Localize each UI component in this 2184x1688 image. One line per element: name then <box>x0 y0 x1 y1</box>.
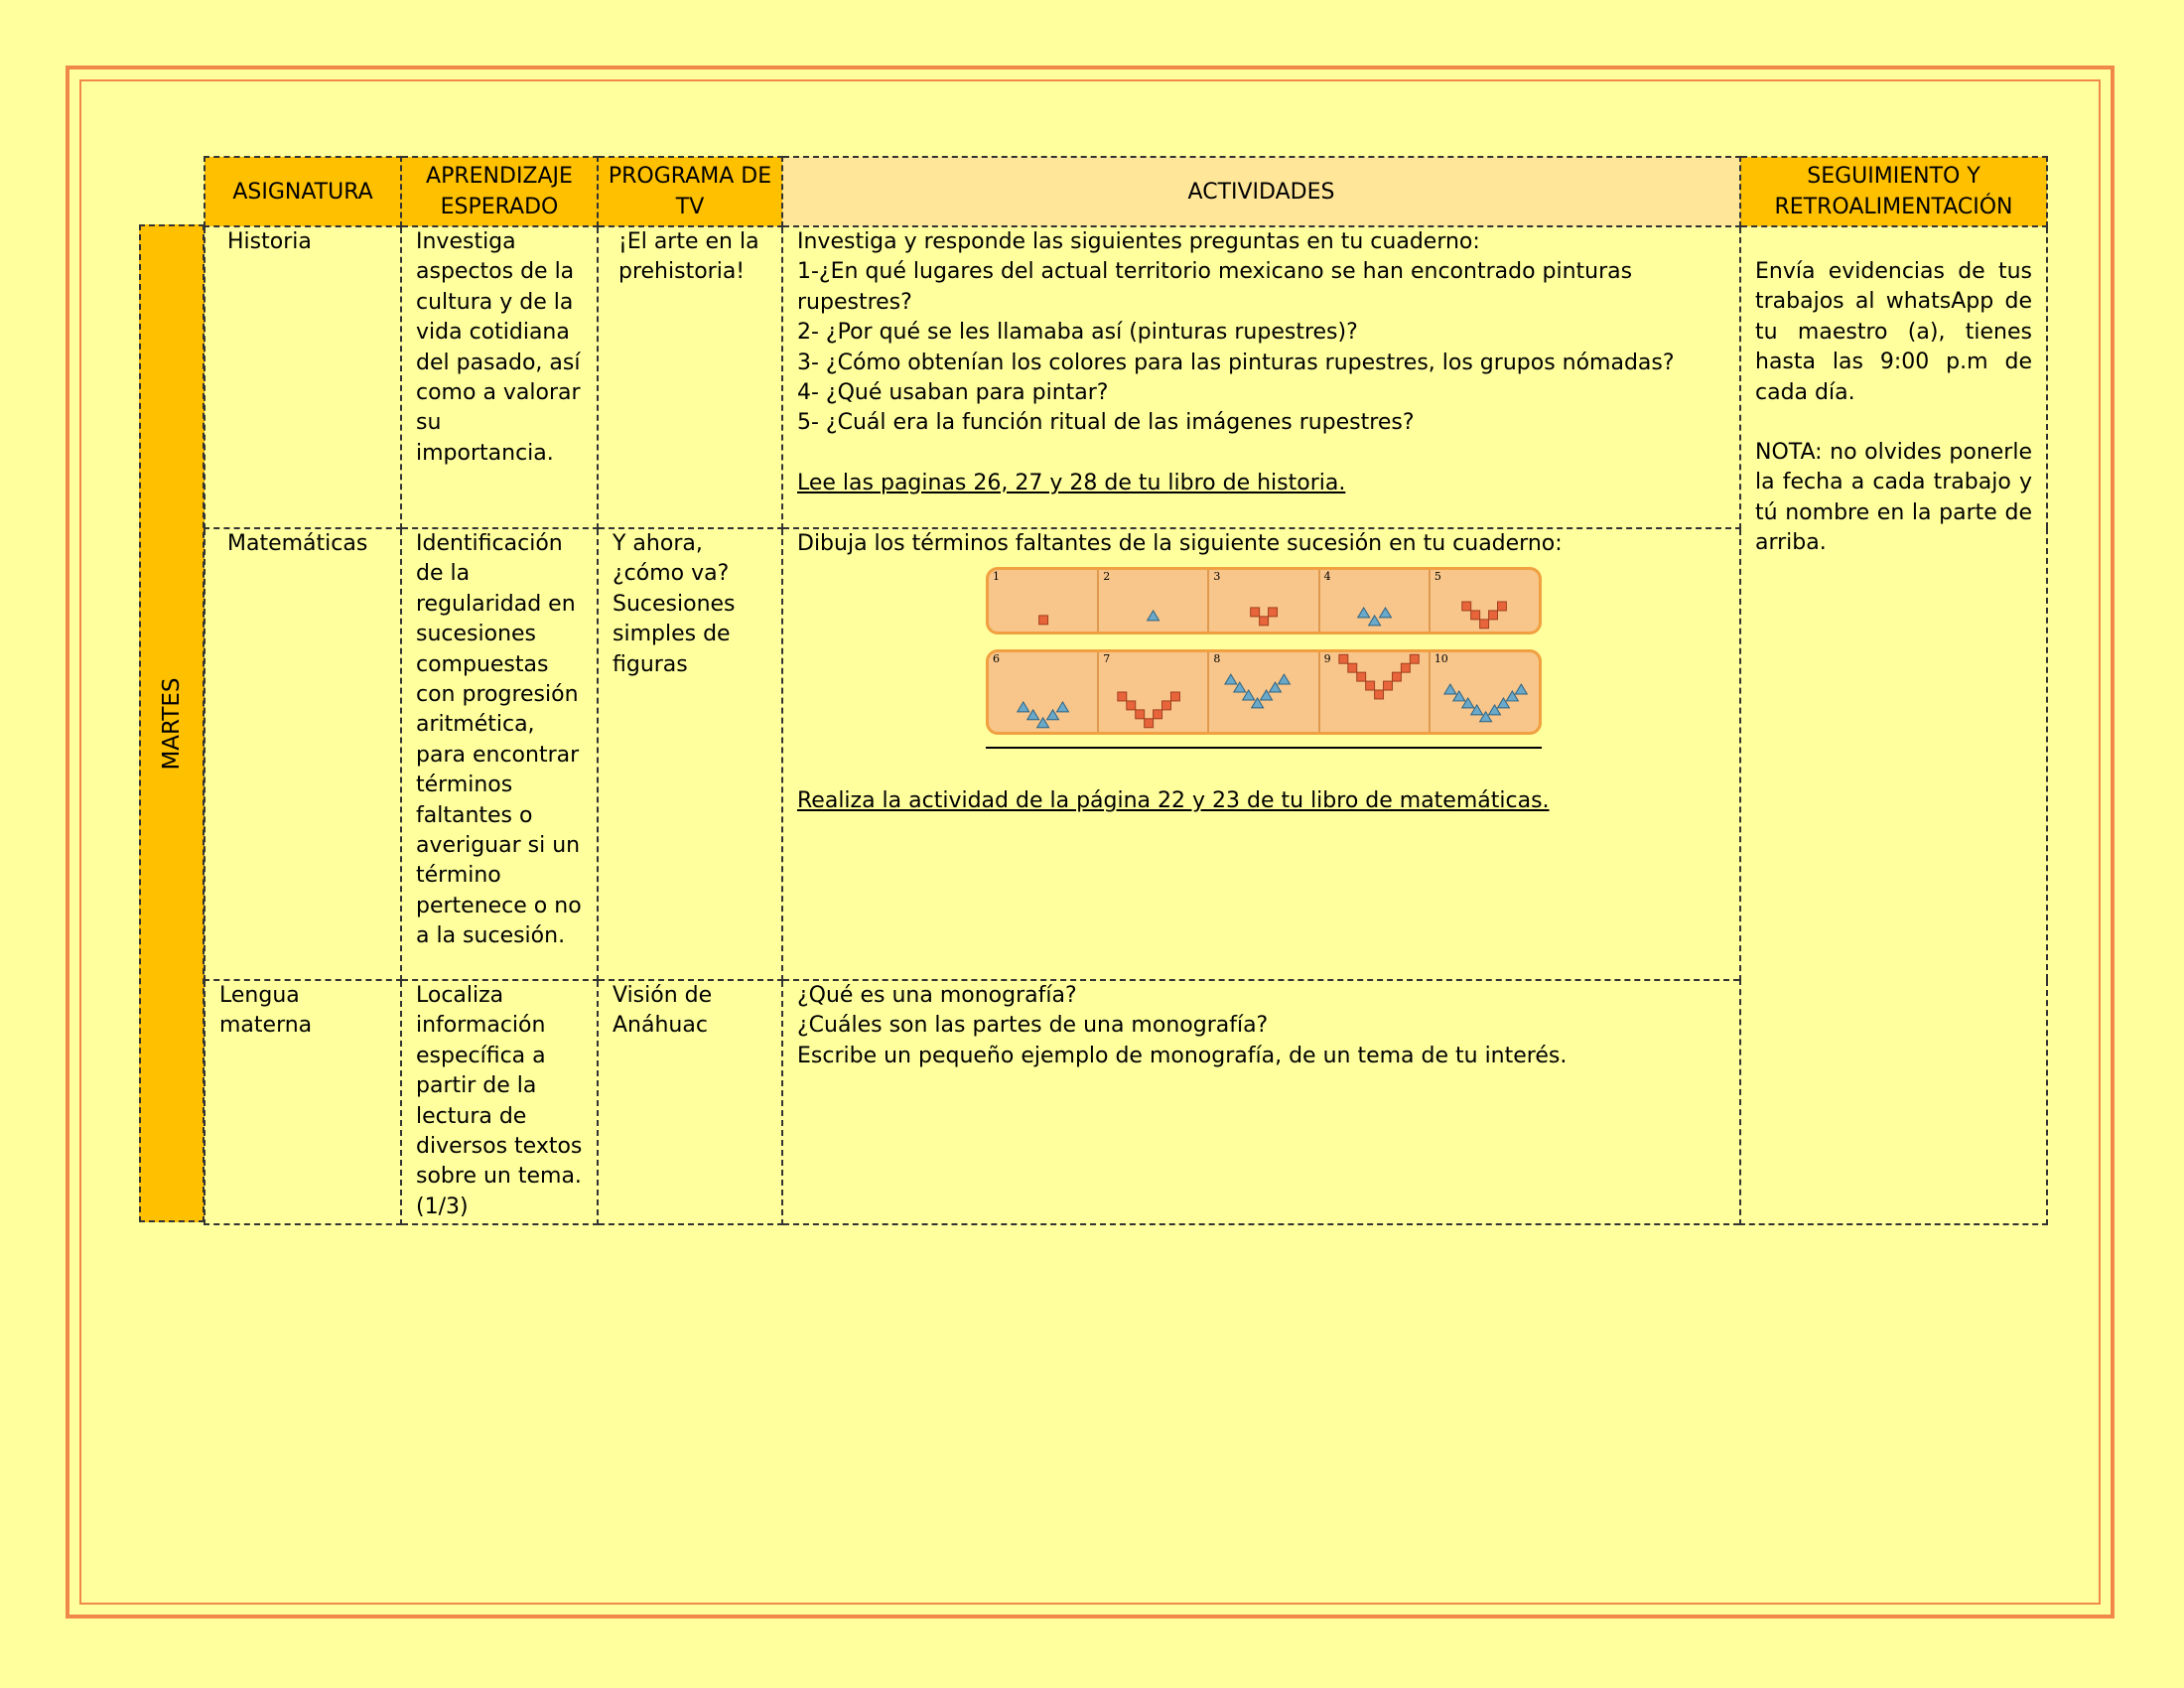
question-3: 3- ¿Cómo obtenían los colores para las pinturas rupestres, los grupos nómadas? <box>797 350 1675 375</box>
sequence-term-2: 2 <box>1099 570 1209 632</box>
sequence-term-1: 1 <box>989 570 1099 632</box>
sequence-row-1 <box>986 567 1542 634</box>
sequence-term-8: 8 <box>1209 652 1319 732</box>
tv-program-matematicas: Y ahora, ¿cómo va? Sucesiones simples de figuras <box>598 528 782 980</box>
activities-matematicas <box>782 528 1740 980</box>
sequence-row-2 <box>986 649 1542 735</box>
lengua-question-1: ¿Qué es una monografía? <box>797 983 1077 1008</box>
question-5: 5- ¿Cuál era la función ritual de las imágenes rupestres? <box>797 410 1415 436</box>
header-row <box>205 157 2047 226</box>
activity-intro: Investiga y responde las siguientes preguntas en tu cuaderno: <box>797 229 1480 254</box>
sequence-term-6: 6 <box>989 652 1099 732</box>
sequence-figure <box>986 567 1542 749</box>
sequence-term-3: 3 <box>1209 570 1319 632</box>
subject-matematicas: Matemáticas <box>205 528 401 980</box>
sequence-term-9: 9 <box>1320 652 1431 732</box>
learning-historia: Investiga aspectos de la cultura y de la vida cotidiana del pasado, así como a valorar su importancia. <box>401 226 598 528</box>
sequence-term-4: 4 <box>1320 570 1431 632</box>
activities-historia <box>782 226 1740 528</box>
sequence-term-7: 7 <box>1099 652 1209 732</box>
feedback-note: NOTA: no olvides ponerle la fecha a cada trabajo y tú nombre en la parte de arriba. <box>1755 440 2032 556</box>
table-row-historia <box>205 226 2047 528</box>
lengua-question-2: ¿Cuáles son las partes de una monografía? <box>797 1013 1269 1039</box>
feedback-instructions: Envía evidencias de tus trabajos al whatsApp de tu maestro (a), tienes hasta las 9:00 p.m de cada día. <box>1755 259 2032 405</box>
sequence-term-5: 5 <box>1431 570 1539 632</box>
tv-program-historia: ¡El arte en la prehistoria! <box>598 226 782 528</box>
subject-lengua: Lengua materna <box>205 980 401 1224</box>
sequence-term-10: 10 <box>1431 652 1539 732</box>
header-seguimiento: SEGUIMIENTO Y RETROALIMENTACIÓN <box>1740 157 2047 226</box>
header-programa: PROGRAMA DE TV <box>598 157 782 226</box>
learning-lengua: Localiza información específica a partir de la lectura de diversos textos sobre un tema. (1/3) <box>401 980 598 1224</box>
day-label: MARTES <box>159 676 185 771</box>
learning-matematicas: Identificación de la regularidad en sucesiones compuestas con progresión aritmética, para encontrar términos faltantes o averiguar si un término pertenece o no a la sucesión. <box>401 528 598 980</box>
math-assignment: Realiza la actividad de la página 22 y 23 de tu libro de matemáticas. <box>797 788 1550 814</box>
reading-assignment: Lee las paginas 26, 27 y 28 de tu libro de historia. <box>797 470 1346 495</box>
feedback-cell <box>1740 226 2047 1224</box>
tv-program-lengua: Visión de Anáhuac <box>598 980 782 1224</box>
question-1: 1-¿En qué lugares del actual territorio mexicano se han encontrado pinturas rupestres? <box>797 259 1633 315</box>
schedule-table <box>204 156 2048 1225</box>
activities-lengua <box>782 980 1740 1224</box>
day-column <box>139 224 205 1222</box>
header-aprendizaje: APRENDIZAJE ESPERADO <box>401 157 598 226</box>
header-asignatura: ASIGNATURA <box>205 157 401 226</box>
sequence-intro: Dibuja los términos faltantes de la siguiente sucesión en tu cuaderno: <box>797 531 1563 556</box>
question-4: 4- ¿Qué usaban para pintar? <box>797 380 1109 406</box>
subject-historia: Historia <box>205 226 401 528</box>
question-2: 2- ¿Por qué se les llamaba así (pinturas rupestres)? <box>797 320 1358 346</box>
lengua-task: Escribe un pequeño ejemplo de monografía, de un tema de tu interés. <box>797 1043 1568 1068</box>
header-actividades: ACTIVIDADES <box>782 157 1740 226</box>
